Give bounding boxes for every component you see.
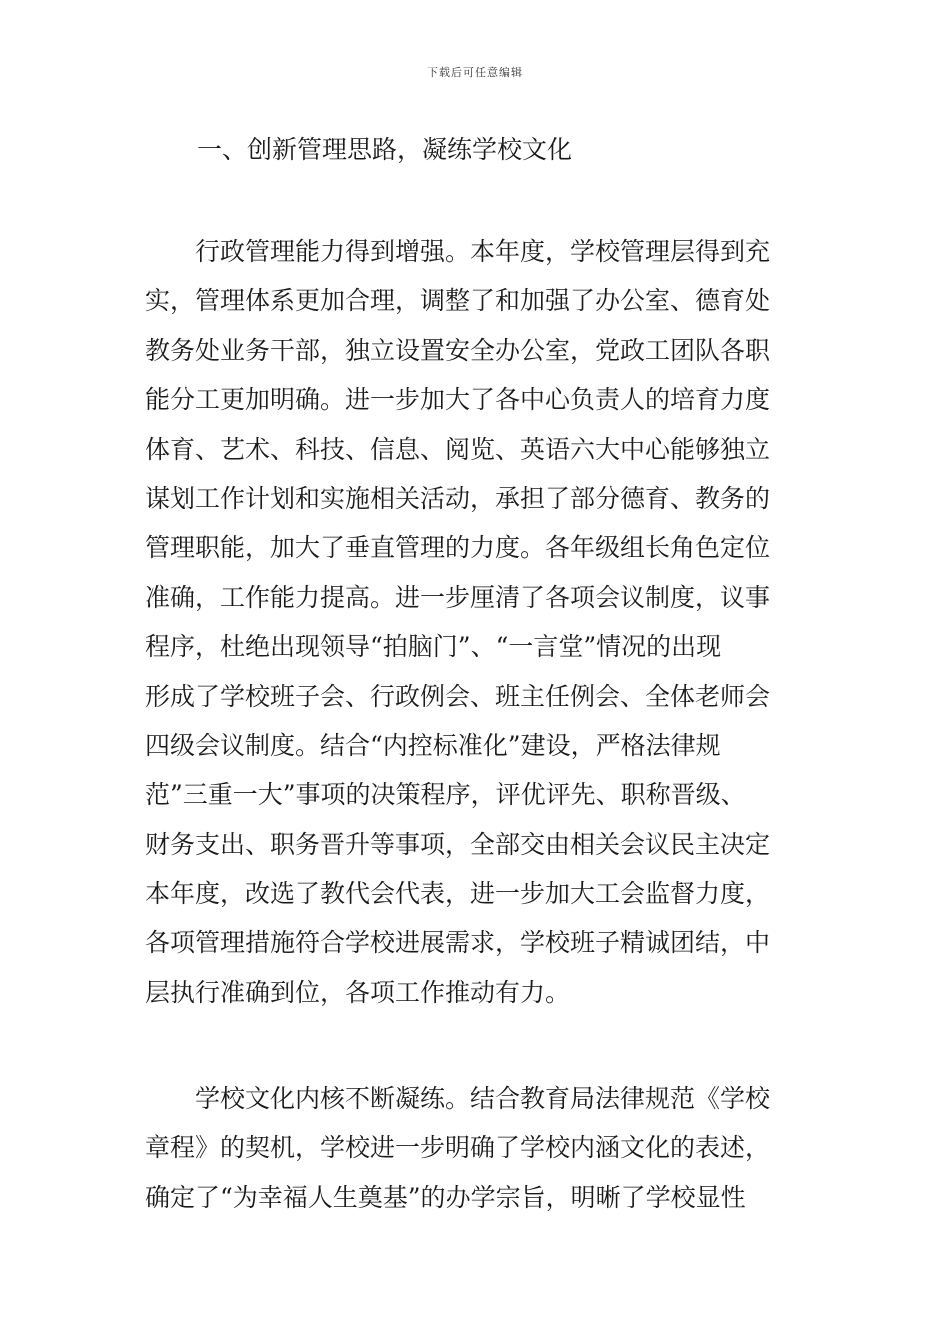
- text-line: 四级会议制度。结合“内控标准化”建设，严格法律规: [145, 730, 721, 760]
- paragraph-school-culture: [145, 1074, 770, 1222]
- text-line: 层执行准确到位，各项工作推动有力。: [145, 977, 571, 1007]
- text-line: 本年度，改选了教代会代表，进一步加大工会监督力度，: [145, 879, 771, 909]
- text-line: 确定了“为幸福人生奠基”的办学宗旨，明晰了学校显性: [145, 1182, 746, 1212]
- text-line: 谋划工作计划和实施相关活动，承担了部分德育、教务的: [145, 483, 771, 513]
- text-line: 体育、艺术、科技、信息、阅览、英语六大中心能够独立: [145, 434, 771, 464]
- text-line: 形成了学校班子会、行政例会、班主任例会、全体老师会: [145, 681, 771, 711]
- text-line: 能分工更加明确。进一步加大了各中心负责人的培育力度: [145, 385, 771, 415]
- text-line: 教务处业务干部，独立设置安全办公室，党政工团队各职: [145, 335, 771, 365]
- text-line: 程序，杜绝出现领导“拍脑门”、“一言堂”情况的出现: [145, 632, 722, 662]
- text-line: 准确，工作能力提高。进一步厘清了各项会议制度，议事: [145, 582, 771, 612]
- page-header: 下载后可任意编辑: [427, 66, 523, 79]
- text-line: 实，管理体系更加合理，调整了和加强了办公室、德育处: [145, 286, 771, 316]
- text-line: 各项管理措施符合学校进展需求，学校班子精诚团结，中: [145, 928, 771, 958]
- text-line: 范”三重一大”事项的决策程序，评优评先、职称晋级、: [145, 780, 746, 810]
- text-line: 行政管理能力得到增强。本年度，学校管理层得到充: [145, 237, 771, 266]
- text-line: 章程》的契机，学校进一步明确了学校内涵文化的表述，: [145, 1133, 771, 1163]
- text-line: 财务支出、职务晋升等事项，全部交由相关会议民主决定: [145, 829, 771, 859]
- paragraph-administration: [145, 227, 770, 1017]
- text-line: 学校文化内核不断凝练。结合教育局法律规范《学校: [145, 1084, 771, 1113]
- section-heading: 一、创新管理思路，凝练学校文化: [197, 135, 573, 164]
- text-line: 管理职能，加大了垂直管理的力度。各年级组长角色定位: [145, 533, 771, 563]
